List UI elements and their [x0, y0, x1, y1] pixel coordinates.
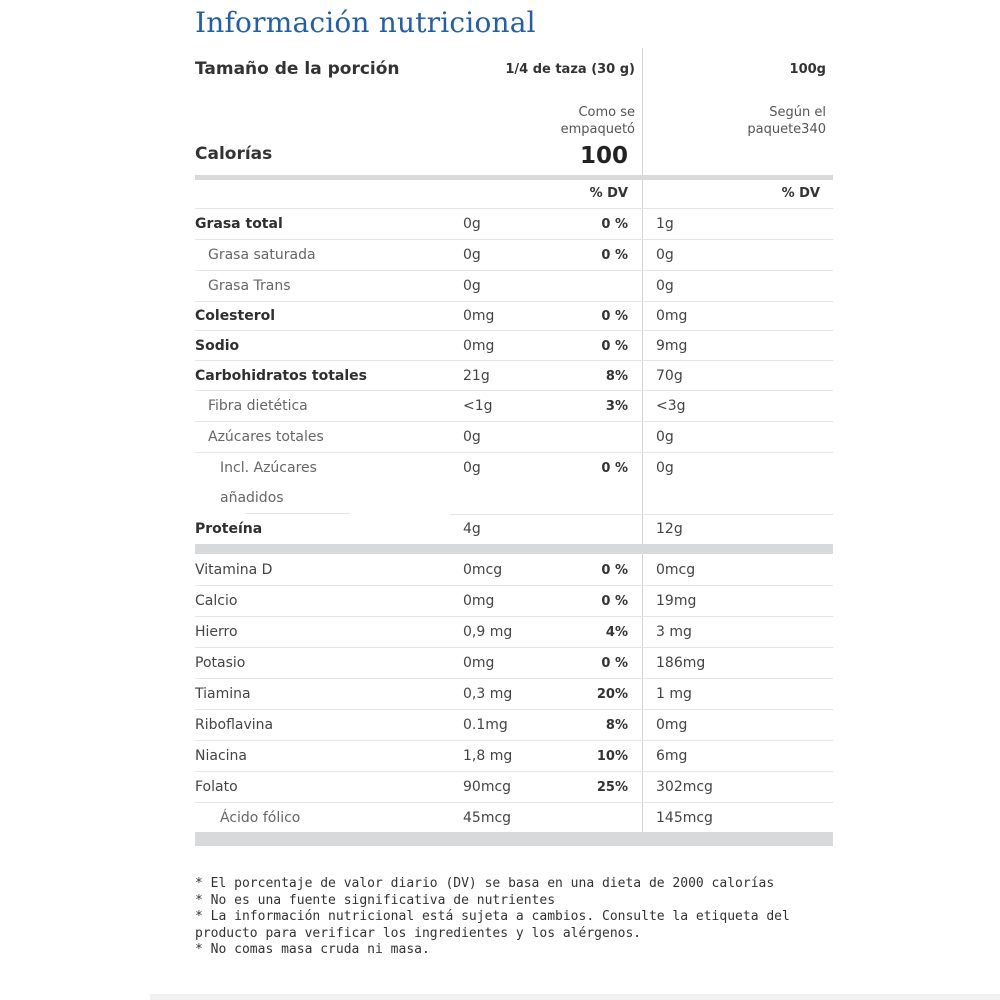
vitamin-name: Calcio	[195, 593, 238, 609]
nutrient-amount-100g: 0g	[656, 278, 674, 294]
vitamin-amount: 0,9 mg	[463, 624, 513, 640]
vitamin-name: Potasio	[195, 655, 246, 671]
row-divider	[195, 390, 833, 391]
vitamin-name: Vitamina D	[195, 562, 273, 578]
vitamin-amount-100g: 302mcg	[656, 779, 713, 795]
page-title: Información nutricional	[195, 6, 536, 39]
vitamin-name: Niacina	[195, 748, 247, 764]
vitamin-name: Ácido fólico	[220, 810, 301, 826]
vitamin-name: Tiamina	[195, 686, 251, 702]
table-bottom-bar	[195, 832, 833, 846]
row-divider	[195, 208, 833, 209]
vitamin-amount-100g: 1 mg	[656, 686, 692, 702]
nutrient-amount: 0g	[463, 216, 481, 232]
nutrient-amount: 0mg	[463, 308, 495, 324]
nutrient-name: Sodio	[195, 338, 240, 354]
nutrient-amount: 0g	[463, 278, 481, 294]
vitamin-dv: 8%	[605, 718, 628, 733]
row-divider	[195, 452, 833, 453]
vitamin-amount-100g: 0mcg	[656, 562, 696, 578]
vitamin-amount: 45mcg	[463, 810, 512, 826]
nutrient-amount-100g: <3g	[656, 398, 686, 414]
vitamin-amount: 0.1mg	[463, 717, 508, 733]
nutrient-name: Grasa total	[195, 216, 283, 232]
as-packaged-header: Como se empaquetó	[560, 105, 635, 137]
footnotes	[195, 876, 835, 959]
nutrient-dv: 0 %	[601, 461, 628, 476]
nutrient-dv: 3%	[605, 399, 628, 414]
nutrient-amount-100g: 0g	[656, 247, 674, 263]
vitamin-name: Folato	[195, 779, 238, 795]
vitamin-amount-100g: 145mcg	[656, 810, 713, 826]
nutrient-name: Incl. Azúcares	[220, 460, 317, 476]
nutrient-amount: 4g	[463, 521, 481, 537]
nutrient-amount: 0g	[463, 460, 481, 476]
row-divider	[195, 740, 833, 741]
nutrient-dv: 0 %	[601, 339, 628, 354]
nutrient-name: Colesterol	[195, 308, 276, 324]
dv-header-100g: % DV	[781, 186, 820, 201]
row-divider	[195, 360, 833, 361]
calories-label: Calorías	[195, 144, 273, 164]
vitamin-amount-100g: 3 mg	[656, 624, 692, 640]
vitamin-amount: 0,3 mg	[463, 686, 513, 702]
row-divider	[195, 239, 833, 240]
serving-portion-header: 1/4 de taza (30 g)	[505, 62, 635, 77]
serving-100g-header: 100g	[789, 62, 826, 77]
vitamin-dv: 0 %	[601, 594, 628, 609]
vitamin-name: Riboflavina	[195, 717, 274, 733]
calories-value: 100	[579, 143, 628, 169]
nutrient-amount-100g: 0mg	[656, 308, 688, 324]
calories-divider	[195, 175, 833, 180]
vitamin-amount: 0mcg	[463, 562, 503, 578]
nutrient-name: Grasa saturada	[208, 247, 316, 263]
vitamin-dv: 0 %	[601, 656, 628, 671]
row-divider	[195, 421, 833, 422]
vitamin-amount: 1,8 mg	[463, 748, 513, 764]
vitamin-name: Hierro	[195, 624, 238, 640]
footnote: * La información nutricional está sujeta a cambios. Consulte la etiqueta del producto para verificar los ingredientes y los alérgenos.	[195, 909, 790, 941]
nutrient-amount-100g: 12g	[656, 521, 683, 537]
nutrient-amount: <1g	[463, 398, 493, 414]
vitamin-dv: 25%	[596, 780, 628, 795]
row-divider	[195, 647, 833, 648]
vitamin-amount-100g: 186mg	[656, 655, 706, 671]
row-divider	[195, 616, 833, 617]
row-divider	[195, 330, 833, 331]
section-divider	[195, 544, 833, 554]
row-divider	[450, 514, 833, 515]
nutrient-amount-100g: 9mg	[656, 338, 688, 354]
nutrient-dv: 0 %	[601, 248, 628, 263]
footnote: * No es una fuente significativa de nutrientes	[195, 892, 556, 908]
nutrient-dv: 8%	[605, 369, 628, 384]
row-divider	[195, 270, 833, 271]
nutrient-amount-100g: 1g	[656, 216, 674, 232]
column-divider	[642, 48, 643, 832]
nutrient-name: Azúcares totales	[208, 429, 324, 445]
vitamin-amount: 90mcg	[463, 779, 512, 795]
vitamin-amount-100g: 6mg	[656, 748, 688, 764]
footnote: * No comas masa cruda ni masa.	[195, 942, 430, 957]
per-package-header: Según el paquete340	[747, 105, 826, 137]
row-divider	[195, 678, 833, 679]
page-bottom-strip	[150, 994, 1000, 1000]
nutrient-name-cont: añadidos	[220, 490, 284, 506]
nutrient-name: Proteína	[195, 521, 263, 537]
nutrient-amount-100g: 0g	[656, 460, 674, 476]
vitamin-amount: 0mg	[463, 593, 495, 609]
nutrient-amount: 21g	[463, 368, 490, 384]
row-divider	[195, 802, 833, 803]
dv-header-portion: % DV	[589, 186, 628, 201]
vitamin-amount-100g: 0mg	[656, 717, 688, 733]
nutrient-amount: 0mg	[463, 338, 495, 354]
nutrient-amount-100g: 70g	[656, 368, 683, 384]
footnote: * El porcentaje de valor diario (DV) se basa en una dieta de 2000 calorías	[195, 876, 775, 891]
nutrient-amount: 0g	[463, 429, 481, 445]
row-divider	[195, 771, 833, 772]
nutrient-name: Fibra dietética	[208, 398, 308, 414]
vitamin-amount-100g: 19mg	[656, 593, 697, 609]
nutrient-amount: 0g	[463, 247, 481, 263]
nutrient-amount-100g: 0g	[656, 429, 674, 445]
vitamin-dv: 0 %	[601, 563, 628, 578]
nutrient-name: Grasa Trans	[208, 278, 291, 294]
nutrient-dv: 0 %	[601, 217, 628, 232]
row-divider	[195, 301, 833, 302]
vitamin-amount: 0mg	[463, 655, 495, 671]
nutrient-dv: 0 %	[601, 309, 628, 324]
row-divider	[195, 709, 833, 710]
row-divider	[195, 585, 833, 586]
row-divider	[245, 513, 350, 514]
vitamin-dv: 20%	[596, 687, 628, 702]
vitamin-dv: 10%	[596, 749, 628, 764]
nutrient-name: Carbohidratos totales	[195, 368, 367, 384]
serving-size-label: Tamaño de la porción	[195, 59, 400, 79]
vitamin-dv: 4%	[605, 625, 628, 640]
